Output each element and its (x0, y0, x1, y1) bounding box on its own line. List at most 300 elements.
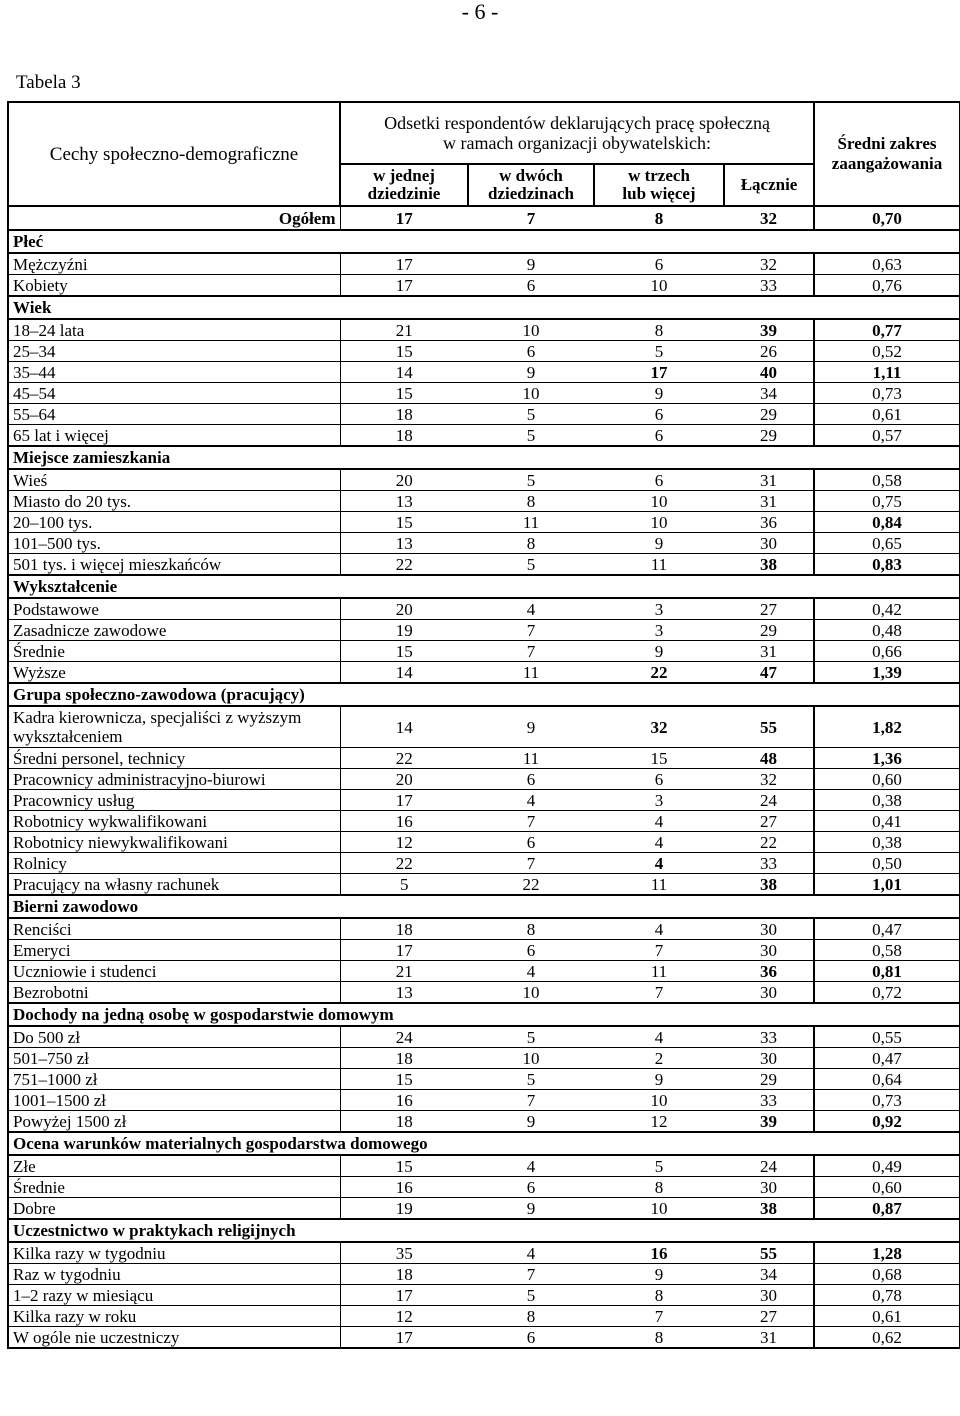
row-value-1: 17 (340, 275, 468, 297)
row-value-2: 6 (468, 832, 594, 853)
table-row (8, 253, 960, 275)
row-value-1: 22 (340, 554, 468, 576)
row-label: Złe (8, 1155, 340, 1177)
section-header-row (8, 230, 960, 253)
page-number: - 6 - (461, 0, 499, 24)
row-value-2: 11 (468, 512, 594, 533)
row-value-5: 0,66 (814, 641, 960, 662)
header-characteristics: Cechy społeczno-demograficzne (8, 102, 340, 206)
row-value-3: 3 (594, 598, 724, 620)
row-value-2: 5 (468, 554, 594, 576)
row-label: Średnie (8, 641, 340, 662)
row-value-2: 5 (468, 1285, 594, 1306)
section-header-row (8, 895, 960, 918)
row-label: 55–64 (8, 404, 340, 425)
row-value-4: 30 (724, 982, 814, 1004)
row-value-2: 8 (468, 1306, 594, 1327)
row-value-3: 5 (594, 1155, 724, 1177)
table-row (8, 790, 960, 811)
row-value-4: 36 (724, 512, 814, 533)
header-total: Łącznie (724, 164, 814, 206)
row-value-4: 26 (724, 341, 814, 362)
row-value-2: 6 (468, 1327, 594, 1349)
section-title: Wykształcenie (8, 575, 960, 598)
header-group-title (340, 102, 814, 164)
row-value-4: 40 (724, 362, 814, 383)
row-label: 18–24 lata (8, 319, 340, 341)
row-value-5: 0,60 (814, 1177, 960, 1198)
row-value-3: 11 (594, 961, 724, 982)
row-value-2: 5 (468, 1026, 594, 1048)
row-label: Uczniowie i studenci (8, 961, 340, 982)
row-value-3: 6 (594, 404, 724, 425)
row-value-1: 18 (340, 918, 468, 940)
row-value-4: 47 (724, 662, 814, 684)
section-header-row (8, 296, 960, 319)
data-table (7, 101, 960, 1349)
row-label: Powyżej 1500 zł (8, 1111, 340, 1133)
table-row (8, 425, 960, 447)
row-value-5: 0,64 (814, 1069, 960, 1090)
row-value-5: 1,82 (814, 706, 960, 748)
row-value-1: 35 (340, 1242, 468, 1264)
row-label: 1001–1500 zł (8, 1090, 340, 1111)
row-value-4: 33 (724, 853, 814, 874)
table-row (8, 512, 960, 533)
row-label: Robotnicy wykwalifikowani (8, 811, 340, 832)
row-value-5: 1,39 (814, 662, 960, 684)
header-group-title-line2: w ramach organizacji obywatelskich: (442, 133, 712, 153)
row-label: 501 tys. i więcej mieszkańców (8, 554, 340, 576)
row-value-2: 9 (468, 1111, 594, 1133)
row-value-1: 17 (340, 1327, 468, 1349)
row-value-3: 6 (594, 769, 724, 790)
row-value-4: 29 (724, 425, 814, 447)
table-row (8, 362, 960, 383)
row-value-4: 30 (724, 1048, 814, 1069)
row-value-3: 3 (594, 790, 724, 811)
row-label: 1–2 razy w miesiącu (8, 1285, 340, 1306)
row-value-5: 0,41 (814, 811, 960, 832)
row-value-4: 27 (724, 1306, 814, 1327)
row-value-2: 4 (468, 1155, 594, 1177)
row-value-3: 8 (594, 1177, 724, 1198)
row-value-2: 5 (468, 425, 594, 447)
row-value-1: 20 (340, 469, 468, 491)
table-row (8, 404, 960, 425)
row-value-1: 15 (340, 512, 468, 533)
row-label: 65 lat i więcej (8, 425, 340, 447)
row-value-2: 6 (468, 940, 594, 961)
row-label: 45–54 (8, 383, 340, 404)
row-label: Do 500 zł (8, 1026, 340, 1048)
row-value-1: 19 (340, 1198, 468, 1220)
row-value-4: 27 (724, 598, 814, 620)
table-row (8, 748, 960, 769)
row-value-5: 1,36 (814, 748, 960, 769)
row-value-5: 0,60 (814, 769, 960, 790)
row-label: Emeryci (8, 940, 340, 961)
row-value-4: 34 (724, 1264, 814, 1285)
row-value-1: 20 (340, 598, 468, 620)
row-value-2: 10 (468, 982, 594, 1004)
row-value-3: 9 (594, 383, 724, 404)
row-label: Bezrobotni (8, 982, 340, 1004)
row-value-2: 6 (468, 1177, 594, 1198)
row-label: Zasadnicze zawodowe (8, 620, 340, 641)
row-value-4: 38 (724, 874, 814, 896)
row-value-1: 15 (340, 641, 468, 662)
row-label: Pracujący na własny rachunek (8, 874, 340, 896)
row-value-2: 7 (468, 641, 594, 662)
row-value-5: 0,57 (814, 425, 960, 447)
table-row (8, 620, 960, 641)
row-value-2: 22 (468, 874, 594, 896)
row-value-5: 0,75 (814, 491, 960, 512)
table-row (8, 1285, 960, 1306)
row-value-1: 5 (340, 874, 468, 896)
row-value-5: 0,81 (814, 961, 960, 982)
row-value-5: 0,73 (814, 383, 960, 404)
table-row (8, 1111, 960, 1133)
row-value-5: 0,87 (814, 1198, 960, 1220)
row-value-2: 7 (468, 1264, 594, 1285)
row-value-1: 15 (340, 341, 468, 362)
row-value-3: 10 (594, 512, 724, 533)
row-label: 501–750 zł (8, 1048, 340, 1069)
row-value-3: 6 (594, 469, 724, 491)
row-value-1: 19 (340, 620, 468, 641)
row-value-5: 0,48 (814, 620, 960, 641)
table-header (8, 102, 960, 206)
header-three-domains-line1: w trzech (628, 166, 690, 185)
row-value-4: 31 (724, 1327, 814, 1349)
row-value-3: 8 (594, 1327, 724, 1349)
table-row (8, 706, 960, 748)
row-label: Kadra kierownicza, specjaliści z wyższym wykształceniem (8, 706, 340, 748)
row-value-2: 4 (468, 1242, 594, 1264)
row-value-1: 17 (340, 253, 468, 275)
row-value-1: 24 (340, 1026, 468, 1048)
row-value-4: 30 (724, 940, 814, 961)
row-value-5: 0,76 (814, 275, 960, 297)
row-value-4: 30 (724, 1177, 814, 1198)
row-value-3: 10 (594, 275, 724, 297)
table-row (8, 491, 960, 512)
total-value-1: 17 (340, 206, 468, 230)
table-row (8, 469, 960, 491)
table-row (8, 874, 960, 896)
row-label: Pracownicy usług (8, 790, 340, 811)
row-value-5: 0,50 (814, 853, 960, 874)
table-row (8, 319, 960, 341)
row-value-3: 8 (594, 1285, 724, 1306)
row-value-2: 11 (468, 662, 594, 684)
row-value-1: 17 (340, 940, 468, 961)
row-value-3: 16 (594, 1242, 724, 1264)
table-row (8, 853, 960, 874)
row-value-5: 0,47 (814, 1048, 960, 1069)
row-value-1: 21 (340, 319, 468, 341)
row-label: Raz w tygodniu (8, 1264, 340, 1285)
row-value-1: 12 (340, 832, 468, 853)
row-label: 25–34 (8, 341, 340, 362)
row-label: 101–500 tys. (8, 533, 340, 554)
row-value-4: 39 (724, 319, 814, 341)
row-value-4: 33 (724, 1026, 814, 1048)
table-row (8, 1048, 960, 1069)
header-two-domains-line2: dziedzinach (488, 184, 574, 203)
row-value-1: 20 (340, 769, 468, 790)
row-value-5: 1,11 (814, 362, 960, 383)
row-value-4: 34 (724, 383, 814, 404)
table-row (8, 1069, 960, 1090)
row-value-5: 0,78 (814, 1285, 960, 1306)
total-value-4: 32 (724, 206, 814, 230)
row-value-2: 10 (468, 1048, 594, 1069)
row-value-3: 11 (594, 874, 724, 896)
row-value-5: 0,55 (814, 1026, 960, 1048)
row-value-4: 36 (724, 961, 814, 982)
row-value-2: 5 (468, 404, 594, 425)
row-value-5: 0,73 (814, 1090, 960, 1111)
total-value-2: 7 (468, 206, 594, 230)
table-row (8, 1090, 960, 1111)
row-value-2: 6 (468, 275, 594, 297)
table-row (8, 1306, 960, 1327)
row-value-2: 9 (468, 706, 594, 748)
row-value-3: 11 (594, 554, 724, 576)
row-value-5: 0,49 (814, 1155, 960, 1177)
table-row (8, 533, 960, 554)
table-row (8, 832, 960, 853)
row-value-1: 22 (340, 748, 468, 769)
row-value-2: 4 (468, 790, 594, 811)
header-one-domain (340, 164, 468, 206)
row-value-4: 24 (724, 1155, 814, 1177)
header-one-domain-line1: w jednej (373, 166, 435, 185)
row-value-4: 29 (724, 620, 814, 641)
section-header-row (8, 575, 960, 598)
row-value-5: 0,92 (814, 1111, 960, 1133)
table-row (8, 383, 960, 404)
row-value-5: 0,38 (814, 832, 960, 853)
row-value-2: 8 (468, 533, 594, 554)
row-value-5: 0,83 (814, 554, 960, 576)
row-value-1: 17 (340, 1285, 468, 1306)
row-value-5: 0,77 (814, 319, 960, 341)
row-value-3: 10 (594, 1090, 724, 1111)
row-value-3: 17 (594, 362, 724, 383)
header-one-domain-line2: dziedzinie (367, 184, 441, 203)
total-value-5: 0,70 (814, 206, 960, 230)
row-label: 35–44 (8, 362, 340, 383)
row-value-5: 0,38 (814, 790, 960, 811)
row-value-3: 2 (594, 1048, 724, 1069)
row-value-5: 0,63 (814, 253, 960, 275)
row-value-4: 31 (724, 469, 814, 491)
section-title: Ocena warunków materialnych gospodarstwa domowego (8, 1132, 960, 1155)
row-value-2: 5 (468, 469, 594, 491)
table-row (8, 1327, 960, 1349)
total-label: Ogółem (8, 206, 340, 230)
section-header-row (8, 1219, 960, 1242)
row-value-4: 38 (724, 554, 814, 576)
row-value-1: 15 (340, 1069, 468, 1090)
row-value-5: 0,58 (814, 469, 960, 491)
row-value-4: 27 (724, 811, 814, 832)
table-row (8, 1177, 960, 1198)
row-value-1: 14 (340, 662, 468, 684)
row-value-3: 22 (594, 662, 724, 684)
table-row (8, 1155, 960, 1177)
row-label: W ogóle nie uczestniczy (8, 1327, 340, 1349)
row-label: Robotnicy niewykwalifikowani (8, 832, 340, 853)
row-value-3: 6 (594, 425, 724, 447)
row-value-2: 7 (468, 811, 594, 832)
row-value-2: 9 (468, 362, 594, 383)
row-value-2: 8 (468, 918, 594, 940)
table-row (8, 811, 960, 832)
row-value-5: 0,68 (814, 1264, 960, 1285)
row-value-1: 12 (340, 1306, 468, 1327)
row-label: Kobiety (8, 275, 340, 297)
header-two-domains (468, 164, 594, 206)
row-value-4: 32 (724, 769, 814, 790)
row-value-1: 18 (340, 1264, 468, 1285)
row-value-1: 18 (340, 425, 468, 447)
table-row (8, 1242, 960, 1264)
row-value-2: 7 (468, 853, 594, 874)
row-value-3: 6 (594, 253, 724, 275)
section-title: Dochody na jedną osobę w gospodarstwie domowym (8, 1003, 960, 1026)
header-avg-engagement (814, 102, 960, 206)
row-value-2: 11 (468, 748, 594, 769)
row-value-1: 13 (340, 491, 468, 512)
header-two-domains-line1: w dwóch (499, 166, 563, 185)
row-value-1: 13 (340, 533, 468, 554)
total-value-3: 8 (594, 206, 724, 230)
row-label: Miasto do 20 tys. (8, 491, 340, 512)
section-title: Płeć (8, 230, 960, 253)
row-value-2: 9 (468, 1198, 594, 1220)
section-title: Miejsce zamieszkania (8, 446, 960, 469)
row-value-5: 0,61 (814, 1306, 960, 1327)
row-value-2: 10 (468, 319, 594, 341)
row-value-3: 4 (594, 918, 724, 940)
row-label: Renciści (8, 918, 340, 940)
row-label: Kilka razy w roku (8, 1306, 340, 1327)
row-value-4: 31 (724, 491, 814, 512)
total-row (8, 206, 960, 230)
row-value-5: 1,28 (814, 1242, 960, 1264)
row-value-3: 9 (594, 641, 724, 662)
row-value-1: 14 (340, 706, 468, 748)
row-label: Wieś (8, 469, 340, 491)
section-header-row (8, 446, 960, 469)
row-value-4: 30 (724, 533, 814, 554)
table-row (8, 1026, 960, 1048)
row-value-1: 16 (340, 811, 468, 832)
header-three-domains-line2: lub więcej (622, 184, 696, 203)
row-value-1: 18 (340, 404, 468, 425)
section-title: Bierni zawodowo (8, 895, 960, 918)
table-row (8, 769, 960, 790)
row-value-1: 21 (340, 961, 468, 982)
row-value-4: 30 (724, 1285, 814, 1306)
row-value-4: 33 (724, 1090, 814, 1111)
row-value-1: 17 (340, 790, 468, 811)
row-value-4: 29 (724, 1069, 814, 1090)
table-row (8, 598, 960, 620)
table-row (8, 275, 960, 297)
row-value-2: 6 (468, 769, 594, 790)
header-group-title-line1: Odsetki respondentów deklarujących pracę społeczną (384, 113, 770, 133)
table-row (8, 982, 960, 1004)
row-label: Pracownicy administracyjno-biurowi (8, 769, 340, 790)
row-value-1: 22 (340, 853, 468, 874)
table-row (8, 1264, 960, 1285)
row-label: 751–1000 zł (8, 1069, 340, 1090)
row-value-2: 6 (468, 341, 594, 362)
row-value-5: 0,65 (814, 533, 960, 554)
table-row (8, 961, 960, 982)
table-row (8, 554, 960, 576)
row-value-3: 4 (594, 832, 724, 853)
row-value-4: 38 (724, 1198, 814, 1220)
row-value-1: 14 (340, 362, 468, 383)
row-value-3: 15 (594, 748, 724, 769)
row-value-4: 30 (724, 918, 814, 940)
row-value-4: 31 (724, 641, 814, 662)
row-value-5: 0,62 (814, 1327, 960, 1349)
row-value-4: 39 (724, 1111, 814, 1133)
row-value-3: 4 (594, 1026, 724, 1048)
section-header-row (8, 1003, 960, 1026)
row-value-5: 0,58 (814, 940, 960, 961)
table-row (8, 918, 960, 940)
row-label: Podstawowe (8, 598, 340, 620)
row-value-3: 4 (594, 811, 724, 832)
table-row (8, 341, 960, 362)
row-value-1: 16 (340, 1177, 468, 1198)
row-value-2: 7 (468, 620, 594, 641)
section-title: Wiek (8, 296, 960, 319)
row-value-2: 8 (468, 491, 594, 512)
row-value-2: 4 (468, 598, 594, 620)
row-label: Wyższe (8, 662, 340, 684)
row-value-5: 0,84 (814, 512, 960, 533)
table-body (8, 206, 960, 1348)
row-value-4: 55 (724, 706, 814, 748)
row-value-5: 0,72 (814, 982, 960, 1004)
row-value-4: 24 (724, 790, 814, 811)
row-value-1: 18 (340, 1048, 468, 1069)
section-header-row (8, 1132, 960, 1155)
row-value-5: 0,61 (814, 404, 960, 425)
row-label: Rolnicy (8, 853, 340, 874)
row-label: 20–100 tys. (8, 512, 340, 533)
table-row (8, 641, 960, 662)
row-value-1: 13 (340, 982, 468, 1004)
row-label: Średni personel, technicy (8, 748, 340, 769)
row-value-3: 5 (594, 341, 724, 362)
table-row (8, 1198, 960, 1220)
row-value-3: 7 (594, 1306, 724, 1327)
table-caption: Tabela 3 (16, 72, 81, 93)
section-title: Grupa społeczno-zawodowa (pracujący) (8, 683, 960, 706)
row-value-2: 9 (468, 253, 594, 275)
